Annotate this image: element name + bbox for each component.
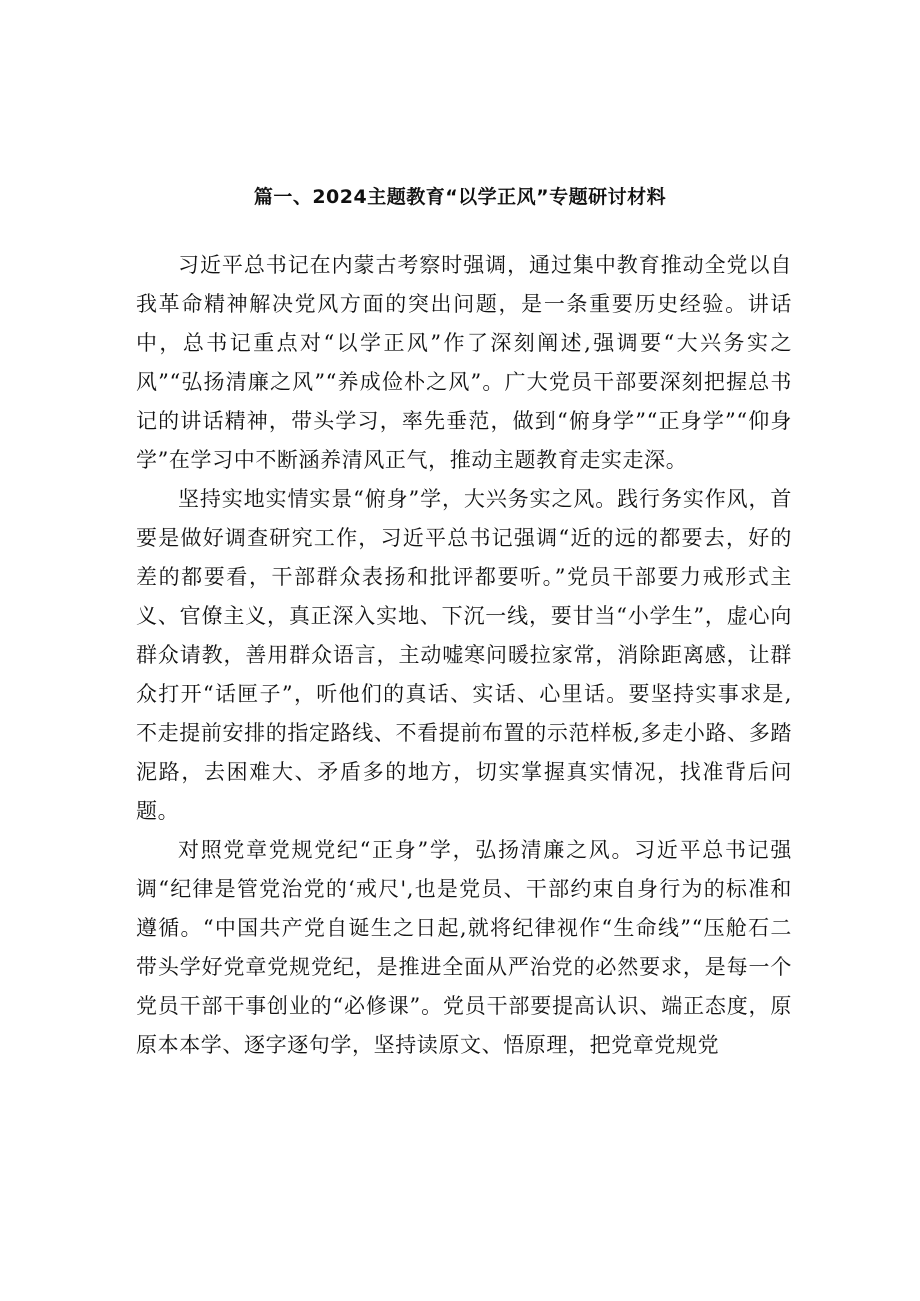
document-title: 篇一、2024主题教育“以学正风”专题研讨材料 bbox=[253, 186, 667, 208]
document-body bbox=[136, 246, 792, 1065]
paragraph-2: 坚持实地实情实景“俯身”学，大兴务实之风。践行务实作风，首要是做好调查研究工作，习近平总书记强调“近的远的都要去，好的差的都要看，干部群众表扬和批评都要听。”党员干部要力戒形式主义、官僚主义，真正深入实地、下沉一线，要甘当“小学生”，虚心向群众请教，善用群众语言，主动嘘寒问暖拉家常，消除距离感，让群众打开“话匣子”，听他们的真话、实话、心里话。要坚持实事求是,不走提前安排的指定路线、不看提前布置的示范样板,多走小路、多踏泥路，去困难大、矛盾多的地方，切实掌握真实情况，找准背后问题。 bbox=[136, 487, 792, 823]
paragraph-1: 习近平总书记在内蒙古考察时强调，通过集中教育推动全党以自我革命精神解决党风方面的突出问题，是一条重要历史经验。讲话中，总书记重点对“以学正风”作了深刻阐述,强调要“大兴务实之风”“弘扬清廉之风”“养成俭朴之风”。广大党员干部要深刻把握总书记的讲话精神，带头学习，率先垂范，做到“俯身学”“正身学”“仰身学”在学习中不断涵养清风正气，推动主题教育走实走深。 bbox=[136, 253, 792, 472]
paragraph-3: 对照党章党规党纪“正身”学，弘扬清廉之风。习近平总书记强调“纪律是管党治党的‘戒尺',也是党员、干部约束自身行为的标准和遵循。“中国共产党自诞生之日起,就将纪律视作“生命线”“压舱石二带头学好党章党规党纪，是推进全面从严治党的必然要求，是每一个党员干部干事创业的“必修课”。党员干部要提高认识、端正态度，原原本本学、逐字逐句学，坚持读原文、悟原理，把党章党规党 bbox=[136, 838, 792, 1057]
